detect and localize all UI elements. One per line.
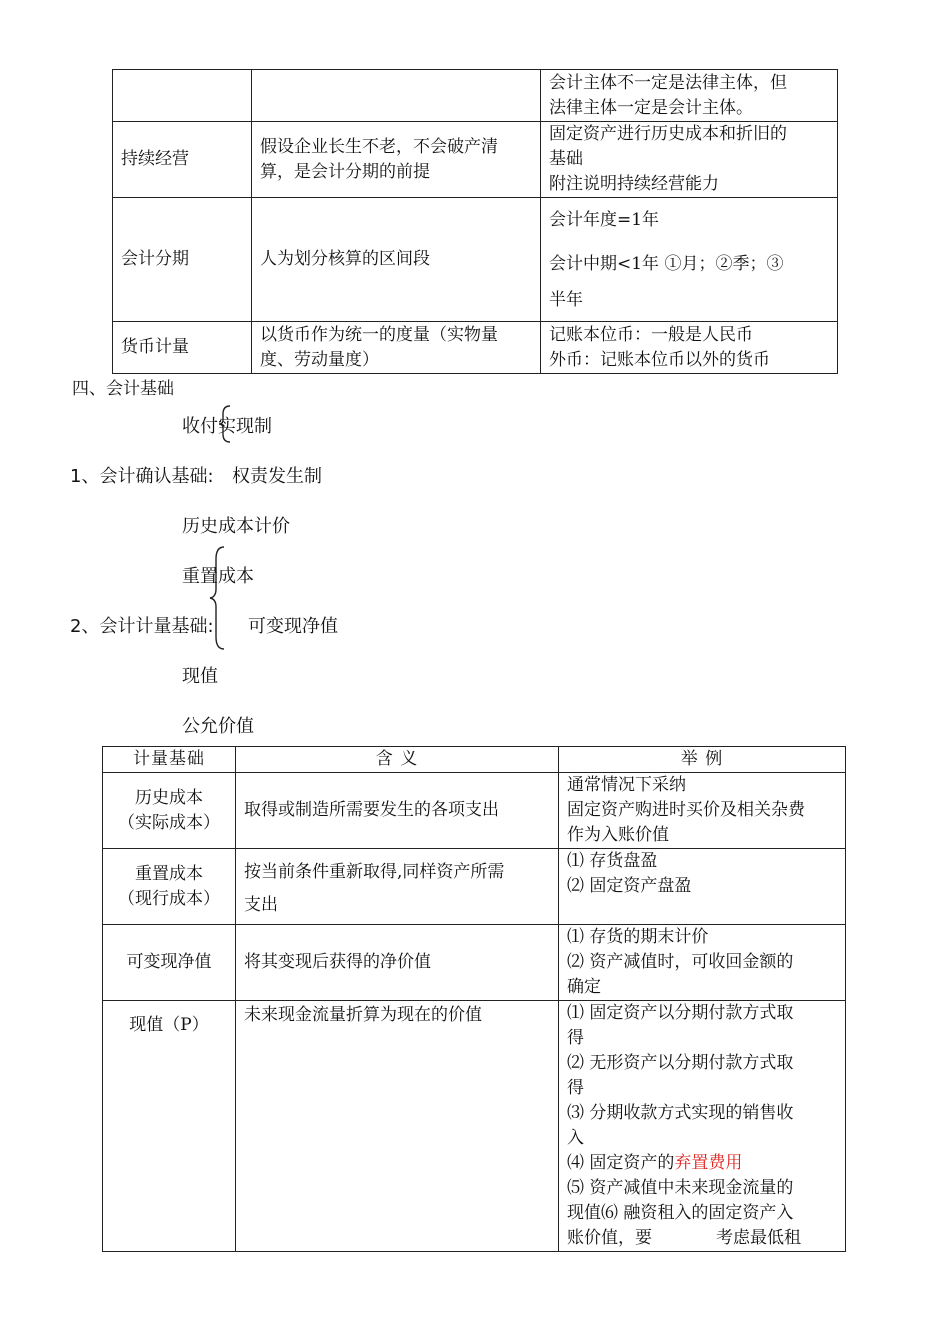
table-row bbox=[103, 1001, 846, 1252]
cell-text: ⑵ 无形资产以分期付款方式取 bbox=[567, 1053, 794, 1073]
table-cell bbox=[541, 322, 838, 374]
cell-text: 入 bbox=[567, 1128, 584, 1148]
cell-text: ⑶ 分期收款方式实现的销售收 bbox=[567, 1103, 794, 1123]
table-cell bbox=[559, 925, 846, 1001]
list-item: 历史成本计价 bbox=[182, 516, 290, 537]
table-cell bbox=[103, 849, 236, 925]
cell-text: ⑴ 存货的期末计价 bbox=[567, 927, 709, 947]
table-row bbox=[103, 773, 846, 849]
cell-text: 半年 bbox=[549, 289, 583, 310]
example-text: 账价值，要 bbox=[567, 1228, 652, 1248]
table-cell: 会计分期 bbox=[113, 198, 252, 322]
cell-text: 人为划分核算的区间段 bbox=[260, 249, 430, 269]
cell-text: 附注说明持续经营能力 bbox=[549, 174, 719, 194]
table-cell: 持续经营 bbox=[113, 122, 252, 198]
cell-text: （实际成本） bbox=[118, 812, 220, 833]
principles-table bbox=[112, 69, 838, 374]
cell-text: 基础 bbox=[549, 149, 583, 169]
cell-text: 算，是会计分期的前提 bbox=[260, 161, 430, 182]
table-cell bbox=[541, 70, 838, 122]
cell-text: 会计年度=1年 bbox=[549, 209, 660, 230]
cell-text: 重置成本 bbox=[135, 863, 203, 884]
cell-text: 度、劳动量度） bbox=[260, 349, 379, 370]
cell-text: 通常情况下采纳 bbox=[567, 775, 686, 795]
measurement-basis-label: 2、会计计量基础: bbox=[70, 616, 214, 637]
cell-text: 确定 bbox=[567, 977, 601, 997]
cell-text: ⑵ 资产减值时，可收回金额的 bbox=[567, 952, 794, 972]
table-cell bbox=[252, 122, 541, 198]
table-cell bbox=[559, 849, 846, 925]
table-cell: 将其变现后获得的净价值 bbox=[236, 925, 559, 1001]
cell-text: 假设企业长生不老，不会破产清 bbox=[260, 136, 498, 157]
cell-text: 以货币作为统一的度量（实物量 bbox=[260, 324, 498, 345]
cell-text: 固定资产进行历史成本和折旧的 bbox=[549, 124, 787, 144]
table-cell bbox=[541, 198, 838, 322]
table-cell bbox=[252, 70, 541, 122]
list-item: 可变现净值 bbox=[248, 616, 338, 637]
cell-text: ⑴ 固定资产以分期付款方式取 bbox=[567, 1003, 794, 1023]
cell-text: 外币：记账本位币以外的货币 bbox=[549, 349, 770, 370]
cell-text: ⑴ 存货盘盈 bbox=[567, 851, 658, 871]
cell-text: 固定资产购进时买价及相关杂费 bbox=[567, 800, 805, 820]
cell-text: 现值⑹ 融资租入的固定资产入 bbox=[567, 1203, 794, 1223]
table-cell bbox=[541, 122, 838, 198]
table-cell bbox=[252, 198, 541, 322]
highlighted-term: 弃置费用 bbox=[674, 1153, 743, 1173]
table-cell bbox=[559, 1001, 846, 1252]
table-row bbox=[113, 70, 838, 122]
table-row bbox=[103, 849, 846, 925]
cash-basis-text: 收付实现制 bbox=[182, 416, 272, 437]
table-cell: 未来现金流量折算为现在的价值 bbox=[236, 1001, 559, 1252]
cell-text: 会计中期<1年 ①月；②季；③ bbox=[549, 253, 784, 274]
table-cell bbox=[559, 773, 846, 849]
recognition-basis-label: 1、会计确认基础: bbox=[70, 466, 214, 487]
cell-text bbox=[567, 1226, 837, 1251]
cell-text: （现行成本） bbox=[118, 888, 220, 909]
column-header: 计量基础 bbox=[103, 747, 236, 773]
table-cell bbox=[103, 773, 236, 849]
recognition-basis-value: 权责发生制 bbox=[232, 466, 322, 487]
cell-text bbox=[567, 1151, 837, 1176]
example-text: 考虑最低租 bbox=[716, 1228, 801, 1248]
cell-text: ⑵ 固定资产盘盈 bbox=[567, 876, 692, 896]
cell-text: 历史成本 bbox=[135, 787, 203, 808]
list-item: 重置成本 bbox=[182, 566, 254, 587]
table-cell: 现值（P） bbox=[103, 1001, 236, 1252]
cell-text: 记账本位币：一般是人民币 bbox=[549, 324, 753, 345]
table-row bbox=[113, 122, 838, 198]
table-cell bbox=[236, 849, 559, 925]
table-cell: 可变现净值 bbox=[103, 925, 236, 1001]
brace-icon bbox=[208, 545, 226, 651]
table-cell: 货币计量 bbox=[113, 322, 252, 374]
example-prefix: ⑷ 固定资产的 bbox=[567, 1153, 675, 1173]
section-title: 四、会计基础 bbox=[72, 379, 174, 399]
cell-text: 支出 bbox=[244, 894, 278, 915]
cell-text: 法律主体一定是会计主体。 bbox=[549, 97, 753, 118]
cell-text: 得 bbox=[567, 1028, 584, 1048]
table-cell bbox=[252, 322, 541, 374]
cell-text: 会计主体不一定是法律主体，但 bbox=[549, 72, 787, 93]
measurement-basis-table bbox=[102, 746, 846, 1252]
table-header-row bbox=[103, 747, 846, 773]
table-row bbox=[113, 322, 838, 374]
table-cell bbox=[113, 70, 252, 122]
list-item: 现值 bbox=[182, 666, 218, 687]
cell-text: 作为入账价值 bbox=[567, 825, 669, 845]
column-header: 含 义 bbox=[236, 747, 559, 773]
column-header: 举 例 bbox=[559, 747, 846, 773]
brace-icon bbox=[218, 404, 232, 444]
table-row bbox=[103, 925, 846, 1001]
cell-text: ⑸ 资产减值中未来现金流量的 bbox=[567, 1178, 794, 1198]
table-cell: 取得或制造所需要发生的各项支出 bbox=[236, 773, 559, 849]
table-row bbox=[113, 198, 838, 322]
cell-text: 得 bbox=[567, 1078, 584, 1098]
cell-text: 按当前条件重新取得,同样资产所需 bbox=[244, 861, 505, 882]
list-item: 公允价值 bbox=[182, 716, 254, 737]
